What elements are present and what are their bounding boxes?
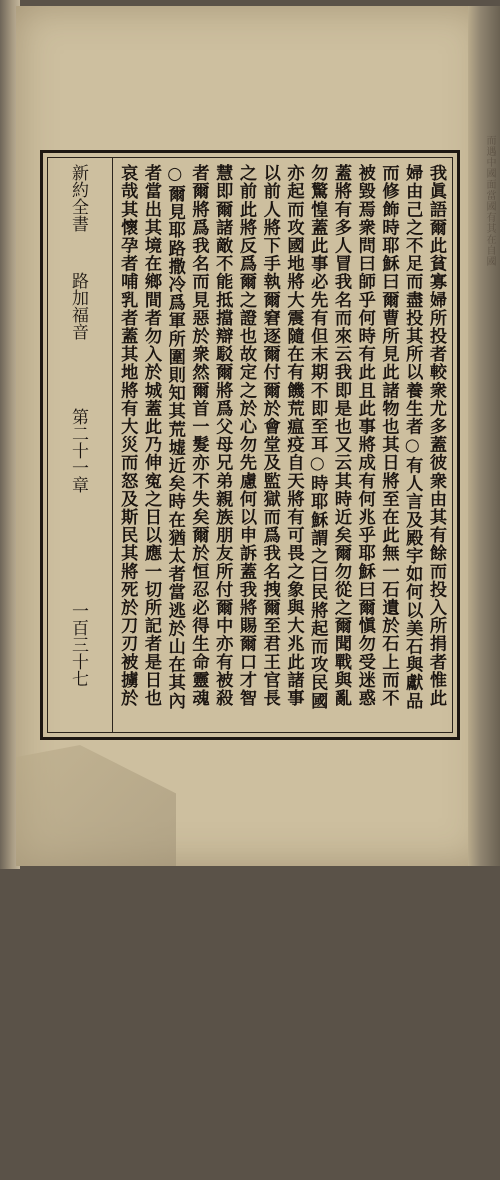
running-head-rule [112,158,113,732]
text-column: 亦起而攻國地將大震隨在有饑荒瘟疫自天將有可畏之象與大兆此諸事 [283,164,304,707]
text-column: 慧即爾諸敵不能抵擋辯駁爾將爲父母兄弟親族朋友所付爾中亦有被殺 [212,164,233,707]
text-column: 者爾將爲我名而見惡於衆然爾首一髮亦不失矣爾於恒忍必得生命靈魂 [188,164,209,707]
bleed-through-text: 而遇中國面當國有其在自國 [484,135,495,267]
text-column: 婦由己之不足而盡投其所以養生者○有人言及殿宇如何以美石與獻品 [402,164,423,710]
text-column: 以前人將下手執爾窘逐爾付爾於會堂及監獄而爲我名拽爾至君王官長 [259,164,280,707]
text-column: ○爾見耶路撒冷爲軍所圍則知其荒墟近矣時在猶太者當逃於山在其內 [164,164,185,710]
text-column: 者當出其境在鄉間者勿入於城蓋此乃伸寃之日以應一切所記者是日也 [140,164,161,707]
text-column: 蓋將有多人冒我名而來云我即是也又云其時近矣爾勿從之爾聞戰與亂 [330,164,351,707]
running-head [52,162,108,740]
running-head-page-number: 一百三十七 [68,602,88,687]
text-column: 我眞語爾此貧寡婦所投者較衆尤多蓋彼衆由其有餘而投入所捐者惟此 [425,164,446,707]
text-column: 而修飾時耶穌曰爾曹所見此諸物也其日將至在此無一石遺於石上而不 [378,164,399,707]
running-head-book: 路加福音 [68,272,88,340]
text-frame-inner [47,157,453,733]
text-column: 哀哉其懷孕者哺乳者蓋其地將有大災而怒及斯民其將死於刀刃被擄於 [117,164,138,707]
text-column: 勿驚惶蓋此事必先有但末期不即至耳○時耶穌謂之曰民將起而攻民國 [307,164,328,710]
text-column: 被毀焉衆問曰師乎何時有此且此事將成有何兆乎耶穌曰爾愼勿受迷惑 [354,164,375,707]
running-head-title: 新約全書 [68,164,88,232]
text-frame [40,150,460,740]
body-text [118,164,444,726]
text-column: 之前此將反爲爾之證也故定之於心勿先慮何以申訴蓋我將賜爾口才智 [235,164,256,707]
running-head-chapter: 第二十一章 [68,408,88,493]
